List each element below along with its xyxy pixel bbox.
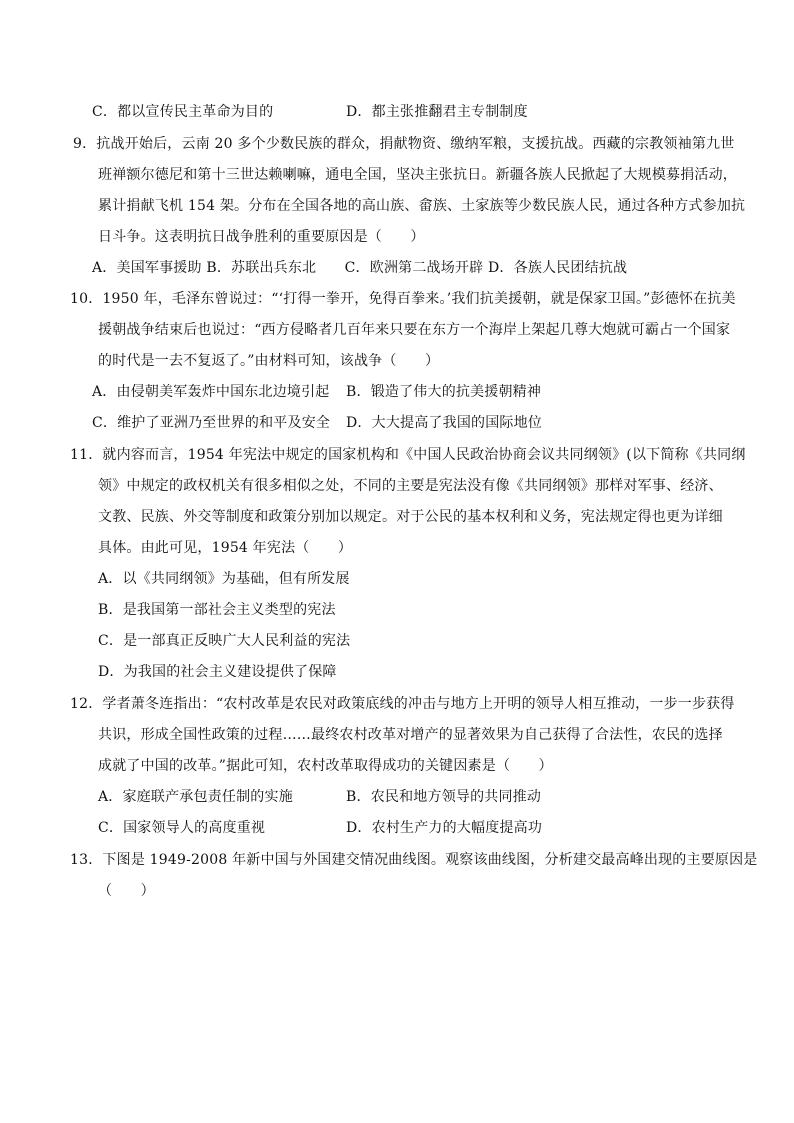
q9-line-1: 9．抗战开始后，云南 20 多个少数民族的群众，捐献物资、缴纳军粮，支援抗战。西藏的宗教领袖第九世 xyxy=(73,136,735,152)
q12-option-a: A．家庭联产承包责任制的实施 xyxy=(98,789,293,805)
q10-option-d: D．大大提高了我国的国际地位 xyxy=(346,415,543,431)
q11-option-c: C．是一部真正反映广大人民利益的宪法 xyxy=(98,633,351,649)
q9-options: A．美国军事援助 B．苏联出兵东北 C．欧洲第二战场开辟 D．各族人民团结抗战 xyxy=(92,260,628,276)
q11-line-4: 具体。由此可见，1954 年宪法（ ） xyxy=(98,540,353,556)
q10-line-2: 援朝战争结束后也说过：“西方侵略者几百年来只要在东方一个海岸上架起几尊大炮就可霸占一个国家 xyxy=(98,322,731,338)
q10-line-3: 的时代是一去不复返了。”由材料可知，该战争（ ） xyxy=(98,353,440,369)
q12-option-d: D．农村生产力的大幅度提高功 xyxy=(346,820,543,836)
q13-line-2: （ ） xyxy=(98,883,155,899)
q12-line-1: 12．学者萧冬连指出：“农村改革是农民对政策底线的冲击与地方上开明的领导人相互推动，一步一步获得 xyxy=(70,696,735,712)
q12-line-2: 共识，形成全国性政策的过程……最终农村改革对增产的显著效果为自己获得了合法性，农民的选择 xyxy=(98,727,723,743)
prev-option-c: C．都以宣传民主革命为目的 xyxy=(92,104,274,120)
q12-option-b: B．农民和地方领导的共同推动 xyxy=(346,789,542,805)
q12-line-3: 成就了中国的改革。”据此可知，农村改革取得成功的关键因素是（ ） xyxy=(98,758,553,774)
q11-line-2: 领》中规定的政权机关有很多相似之处，不同的主要是宪法没有像《共同纲领》那样对军事、经济、 xyxy=(98,478,723,494)
q9-line-4: 日斗争。这表明抗日战争胜利的重要原因是（ ） xyxy=(98,229,425,245)
q11-option-a: A．以《共同纲领》为基础，但有所发展 xyxy=(98,571,350,587)
q9-line-2: 班禅额尔德尼和第十三世达赖喇嘛，通电全国，坚决主张抗日。新疆各族人民掀起了大规模募捐活动， xyxy=(98,167,737,183)
q10-option-b: B．锻造了伟大的抗美援朝精神 xyxy=(346,384,542,400)
q11-option-b: B．是我国第一部社会主义类型的宪法 xyxy=(98,602,336,618)
prev-option-d: D．都主张推翻君主专制制度 xyxy=(346,104,528,120)
q11-line-3: 文教、民族、外交等制度和政策分别加以规定。对于公民的基本权利和义务，宪法规定得也更为详细 xyxy=(98,509,723,525)
q10-option-c: C．维护了亚洲乃至世界的和平及安全 xyxy=(92,415,331,431)
q13-line-1: 13．下图是 1949-2008 年新中国与外国建交情况曲线图。观察该曲线图，分析建交最高峰出现的主要原因是 xyxy=(70,852,758,868)
q10-line-1: 10．1950 年，毛泽东曾说过：“‘打得一拳开，免得百拳来。’我们抗美援朝，就是保家卫国。”彭德怀在抗美 xyxy=(70,291,736,307)
q9-line-3: 累计捐献飞机 154 架。分布在全国各地的高山族、畲族、土家族等少数民族人民，通过各种方式参加抗 xyxy=(98,198,746,214)
q10-option-a: A．由侵朝美军轰炸中国东北边境引起 xyxy=(92,384,330,400)
q11-line-1: 11．就内容而言，1954 年宪法中规定的国家机构和《中国人民政治协商会议共同纲领》(以下简称《共同纲 xyxy=(70,447,746,463)
q11-option-d: D．为我国的社会主义建设提供了保障 xyxy=(98,664,337,680)
q12-option-c: C．国家领导人的高度重视 xyxy=(98,820,266,836)
